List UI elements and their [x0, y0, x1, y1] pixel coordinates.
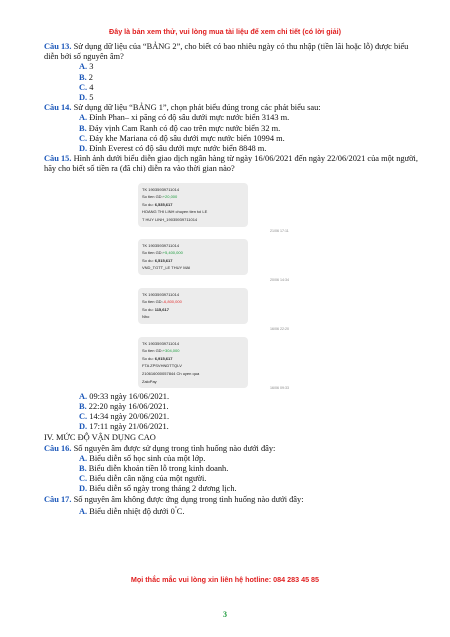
option-d: D. Đỉnh Everest có độ sâu dưới mực nước biển 8848 m.: [79, 144, 267, 154]
question-text: Sử dụng dữ liệu của “BẢNG 2”, cho biết có bao nhiêu ngày có thu nhập (tiền lãi hoặc lỗ) được biểu diễn bởi số nguyên âm?: [44, 42, 409, 62]
sms-message: TK 19035939711014 So tien GD:-6,800,000 So du: 115,617 Nho: [138, 288, 248, 324]
question-number: Câu 14.: [44, 103, 72, 113]
option-c: C. 4: [79, 82, 94, 92]
question-14: [44, 103, 420, 113]
option-d: D. 17:11 ngày 21/06/2021.: [79, 422, 169, 432]
preview-banner: Đây là bản xem thử, vui lòng mua tài liệu để xem chi tiết (có lời giải): [109, 27, 341, 36]
question-15: [44, 154, 420, 174]
option-a: A. Biểu diễn nhiệt độ dưới 0°C.: [79, 506, 185, 516]
question-17: [44, 495, 420, 505]
option-b: B. 22:20 ngày 16/06/2021.: [79, 401, 169, 411]
option-b: B. 2: [79, 72, 93, 82]
page-number: 3: [223, 610, 227, 619]
question-16: [44, 444, 420, 454]
sms-timestamp: 21/06 17:11: [270, 228, 289, 233]
question-text: Số nguyên âm được sử dụng trong tình huống nào dưới đây:: [71, 443, 276, 453]
option-c: C. 14:34 ngày 20/06/2021.: [79, 412, 170, 422]
question-text: Sử dụng dữ liệu “BẢNG 1”, chọn phát biểu đúng trong các phát biểu sau:: [71, 103, 321, 113]
section-heading: IV. MỨC ĐỘ VẬN DỤNG CAO: [44, 433, 156, 443]
question-number: Câu 17.: [44, 494, 72, 504]
option-a: A. Đỉnh Phan– xi păng có độ sâu dưới mực nước biển 3143 m.: [79, 113, 290, 123]
option-a: A. Biểu diễn số học sinh của một lớp.: [79, 453, 206, 463]
sms-timestamp: 16/06 22:20: [270, 326, 289, 331]
degree-symbol: °: [174, 506, 177, 512]
sms-timestamp: 16/06 09:33: [270, 385, 289, 390]
option-b: B. Biểu diễn khoản tiền lỗ trong kinh doanh.: [79, 464, 229, 474]
question-text: Hình ảnh dưới biểu diễn giao dịch ngân hàng từ ngày 16/06/2021 đến ngày 22/06/2021 của một người, hãy cho biết số tiền ra (đã chi) diễn ra vào thời gian nào?: [44, 154, 418, 174]
sms-message: TK 19035939711014 So tien GD:+5,400,000 So du: 6,515,617 VND_TGTT_LE THUY MAI: [138, 239, 248, 275]
temperature-unit: C: [176, 506, 183, 516]
temperature-value: 0: [170, 506, 175, 516]
question-number: Câu 15.: [44, 154, 72, 164]
question-number: Câu 13.: [44, 42, 72, 51]
bank-sms-screenshot: [124, 177, 320, 389]
question-text: Số nguyên âm không được ứng dụng trong tình huống nào dưới đây:: [71, 494, 304, 504]
option-c: C. Biểu diễn cân nặng của một người.: [79, 474, 207, 484]
option-d: D. Biểu diễn số ngày trong tháng 2 dương lịch.: [79, 484, 237, 494]
question-13: [44, 42, 420, 62]
option-b: B. Đáy vịnh Cam Ranh có độ cao trên mực nước biển 32 m.: [79, 123, 281, 133]
option-d: D. 5: [79, 93, 94, 103]
hotline-footer: Mọi thắc mắc vui lòng xin liên hệ hotline: 084 283 45 85: [130, 575, 320, 584]
question-number: Câu 16.: [44, 443, 72, 453]
option-c: C. Đáy khe Mariana có độ sâu dưới mực nước biển 10994 m.: [79, 133, 285, 143]
document-body: [44, 42, 420, 517]
sms-timestamp: 20/06 14:34: [270, 277, 289, 282]
sms-message: TK 19035939711014 So tien GD:+20,000 So du: 6,535,617 HOANG THI LINH chuyen tien toi LE T HUY LINH_19035939711014: [138, 183, 248, 227]
sms-message: TK 19035939711014 So tien GD:+304,000 So du: 6,915,617 FTA ZPSVHNDTTQLV 210616000057844 Ch uyen qua ZaloPay: [138, 337, 248, 389]
option-a: A. 09:33 ngày 16/06/2021.: [79, 391, 170, 401]
option-a: A. 3: [79, 62, 94, 72]
